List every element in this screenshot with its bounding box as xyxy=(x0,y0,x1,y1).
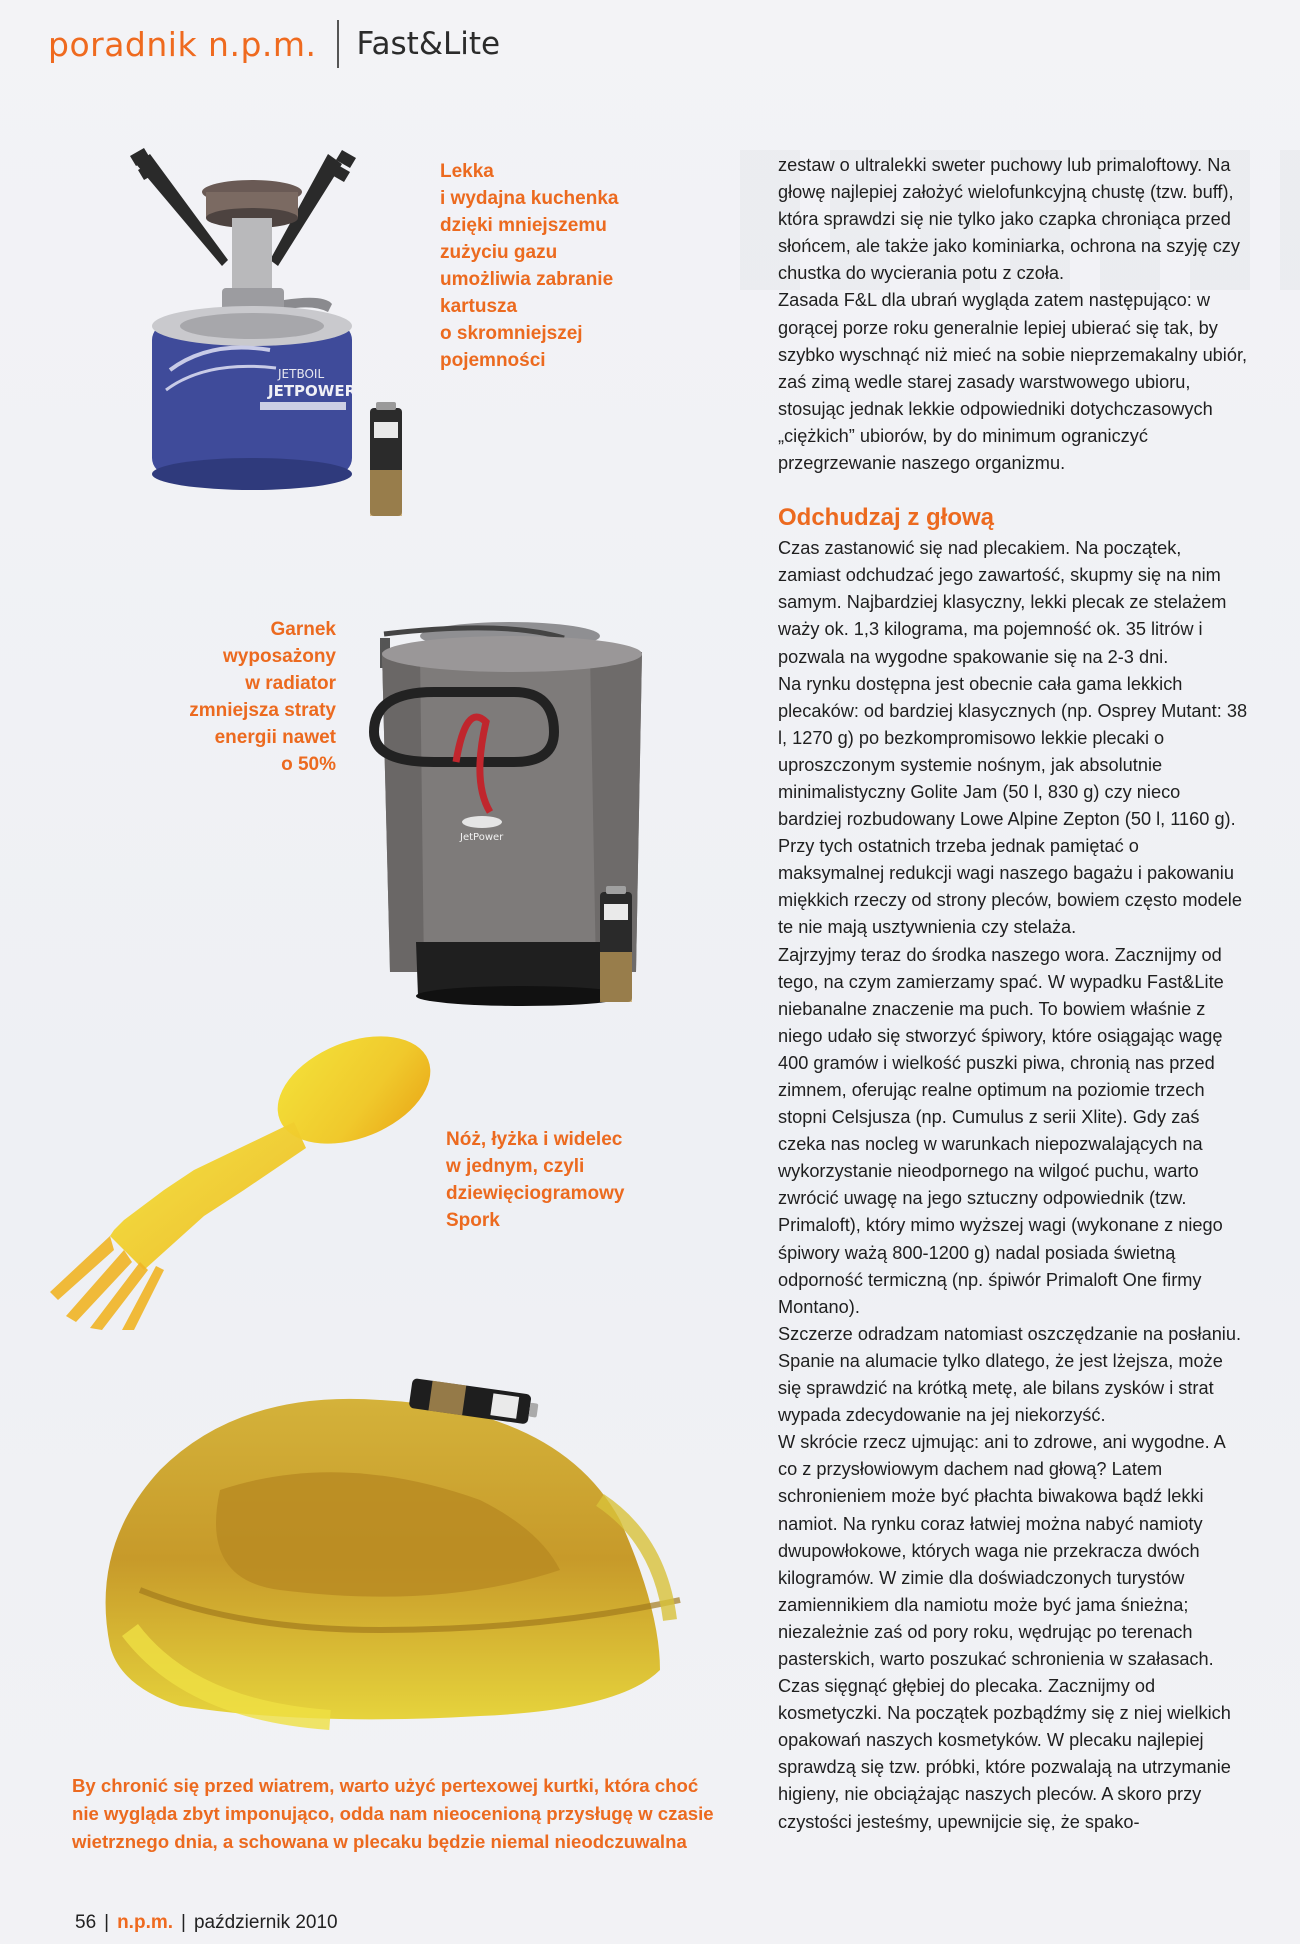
caption-line: energii nawet xyxy=(214,727,336,748)
article-paragraph: Czas sięgnąć głębiej do plecaka. Zacznijmy od kosmetyczki. Na początek pozbądźmy się z niej wielkich opakowań naszych kosmetyków. W plecaku najlepiej sprawdzą się tzw. próbki, które pozwalają na utrzymanie higieny, nie obciążając naszych pleców. A skoro przy czystości jesteśmy, upewnijcie się, że spako- xyxy=(778,1676,1231,1832)
section-title: Fast&Lite xyxy=(356,26,501,62)
caption-line: zużyciu gazu xyxy=(440,242,558,263)
caption-line: zmniejsza straty xyxy=(189,700,336,721)
footer-divider: | xyxy=(104,1912,110,1933)
caption-line: Garnek xyxy=(270,619,336,640)
caption-line: wietrznego dnia, a schowana w plecaku będzie niemal nieodczuwalna xyxy=(72,1831,687,1852)
caption-line: dziewięciogramowy xyxy=(446,1183,625,1204)
caption-line: By chronić się przed wiatrem, warto użyć pertexowej kurtki, która choć xyxy=(72,1775,699,1796)
article-paragraph: Szczerze odradzam natomiast oszczędzanie na posłaniu. Spanie na alumacie tylko dlatego, że jest lżejsza, może się sprawdzić na krótką metę, ale bilans zysków i strat wypada zdecydowanie na jej niekorzyść. xyxy=(778,1323,1242,1426)
header-divider xyxy=(337,20,339,68)
stove-brand-label: JETBOIL xyxy=(278,367,325,381)
magazine-section-brand: poradnik n.p.m. xyxy=(48,24,317,64)
jacket-photo xyxy=(100,1370,730,1740)
caption-line: i wydajna kuchenka xyxy=(440,188,619,209)
pot-brand-label: JetPower xyxy=(460,832,504,843)
caption-line: Lekka xyxy=(440,161,494,182)
article-paragraph: Czas zastanowić się nad plecakiem. Na początek, zamiast odchudzać jego zawartość, skupmy się na nim samym. Najbardziej klasyczny, lekki plecak ze stelażem waży ok. 1,3 kilograma, ma pojemność ok. 35 litrów i pozwala na wygodne spakowanie się na 2-3 dni. xyxy=(778,538,1227,667)
article-subheading: Odchudzaj z głową xyxy=(778,504,995,532)
article-paragraph: Na rynku dostępna jest obecnie cała gama lekkich plecaków: od bardziej klasycznych (np. Osprey Mutant: 38 l, 1270 g) po bezkompromisowo lekkie plecaki o uproszczonym systemie nośnym, jak absolutnie minimalistyczny Golite Jam (50 l, 830 g) czy nieco bardziej rozbudowany Lowe Alpine Zepton (50 l, 1160 g). Przy tych ostatnich trzeba jednak pamiętać o maksymalnej redukcji wagi naszego bagażu i pakowaniu miękkich rzeczy od strony pleców, bowiem często modele te nie mają usztywnienia czy stelaża. xyxy=(778,673,1248,938)
article-paragraph: Zajrzyjmy teraz do środka naszego wora. Zacznijmy od tego, na czym zamierzamy spać. W wypadku Fast&Lite niebanalne znaczenie ma puch. To bowiem właśnie z niego udało się stworzyć śpiwory, które osiągając wagę 400 gramów i wielkość puszki piwa, chronią nas przed zimnem, oferując realne optimum na poziomie trzech stopni Celsjusza (np. Cumulus z serii Xlite). Gdy zaś czeka nas nocleg w warunkach niepozwalających na wykorzystanie nieodpornego na wilgoć puchu, warto zwrócić uwagę na jego sztuczny odpowiednik (tzw. Primaloft), który mimo wyższej wagi (wykonane z niego śpiwory ważą 800-1200 g) nadal posiada świetną odporność termiczną (np. śpiwór Primaloft One firmy Montano). xyxy=(778,944,1224,1317)
page-number: 56 xyxy=(75,1912,97,1933)
article-column xyxy=(778,152,1248,1836)
issue-date: październik 2010 xyxy=(193,1912,338,1933)
caption-line: kartusza xyxy=(440,296,518,317)
caption-line: Nóż, łyżka i widelec xyxy=(446,1129,623,1150)
spork-photo xyxy=(44,1030,444,1330)
article-paragraph: zestaw o ultralekki sweter puchowy lub primaloftowy. Na głowę najlepiej założyć wielofunkcyjną chustę (tzw. buff), która sprawdzi się nie tylko jako czapka chroniąca przed słońcem, ale także jako kominiarka, ochrona na szyję czy chustka do wycierania potu z czoła. xyxy=(778,155,1240,284)
magazine-name: n.p.m. xyxy=(117,1912,174,1933)
jacket-caption xyxy=(72,1772,714,1856)
caption-line: umożliwia zabranie xyxy=(440,269,614,290)
caption-line: nie wygląda zbyt imponująco, odda nam nieocenioną przysługę w czasie xyxy=(72,1803,714,1824)
caption-line: w radiator xyxy=(245,673,336,694)
article-paragraph: W skrócie rzecz ujmując: ani to zdrowe, ani wygodne. A co z przysłowiowym dachem nad głową? Latem schronieniem może być płachta biwakowa bądź lekki namiot. Na rynku coraz łatwiej można nabyć namioty dwupowłokowe, których waga nie przekracza dwóch kilogramów. W zimie dla doświadczonych turystów zamiennikiem dla namiotu może być jama śnieżna; niezależnie zaś od pory roku, wędrując po terenach pasterskich, warto poszukać schronienia w szałasach. xyxy=(778,1432,1225,1669)
page-header xyxy=(48,20,500,68)
stove-fuel-label: JETPOWER xyxy=(268,382,357,400)
stove-photo xyxy=(110,140,410,530)
page-footer xyxy=(75,1912,338,1934)
caption-line: o skromniejszej xyxy=(440,323,583,344)
pot-caption xyxy=(150,616,336,778)
caption-line: wyposażony xyxy=(223,646,336,667)
caption-line: o 50% xyxy=(281,754,336,775)
article-paragraph: Zasada F&L dla ubrań wygląda zatem następująco: w gorącej porze roku generalnie lepiej ubierać się tak, by szybko wyschnąć niż mieć na sobie nieprzemakalny ubiór, zaś zimą wedle starej zasady warstwowego ubioru, stosując jednak lekkie odpowiedniki dotychczasowych „ciężkich” ubiorów, by do minimum ograniczyć przegrzewanie naszego organizmu. xyxy=(778,290,1248,474)
caption-line: w jednym, czyli xyxy=(446,1156,585,1177)
stove-caption xyxy=(440,158,618,374)
pot-photo xyxy=(360,612,650,1012)
caption-line: dzięki mniejszemu xyxy=(440,215,607,236)
spork-caption xyxy=(446,1126,624,1234)
caption-line: Spork xyxy=(446,1210,500,1231)
footer-divider: | xyxy=(181,1912,186,1933)
caption-line: pojemności xyxy=(440,350,546,371)
